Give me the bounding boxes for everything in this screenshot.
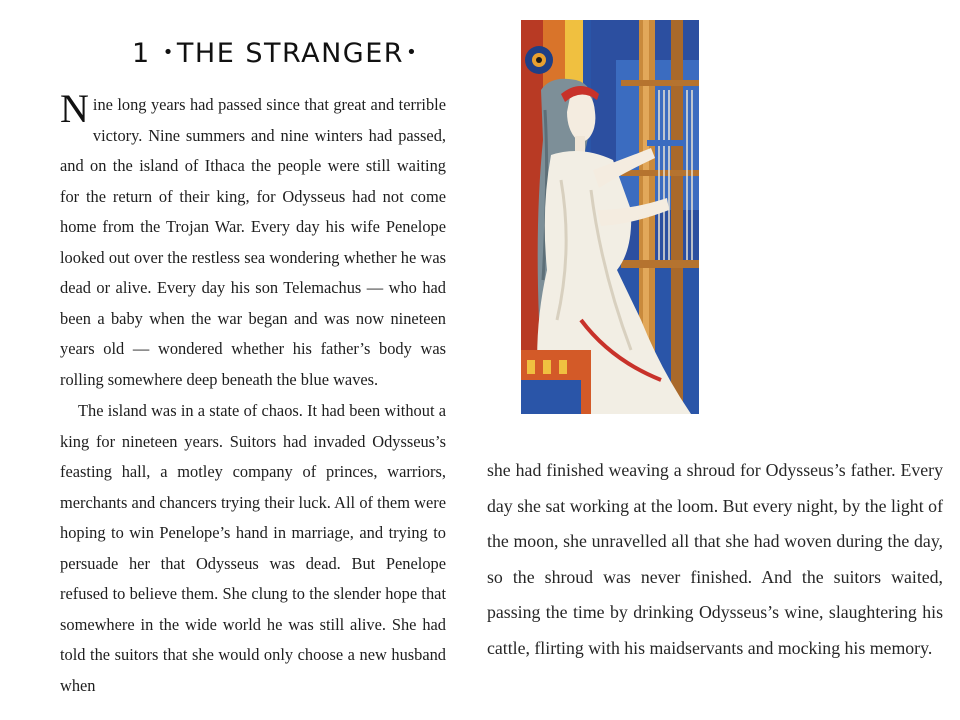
chapter-number: 1 [132, 38, 151, 69]
loom-painting [521, 20, 699, 414]
left-body-text [60, 86, 446, 701]
left-page [48, 30, 446, 720]
paragraph-2: The island was in a state of chaos. It had been without a king for nineteen years. Suitors had invaded Odysseus’s feasting hall, a motley company of princes, warriors, merchants and chancers trying their luck. All of them were hoping to win Penelope’s hand in marriage, and trying to persuade her that Odysseus was dead. But Penelope refused to believe them. She clung to the slender hope that somewhere in the wide world he was still alive. She had told the suitors that she would only choose a new husband when [60, 401, 446, 695]
paragraph-1-text: ine long years had passed since that great and terrible victory. Nine summers and nine winters had passed, and on the island of Ithaca the people were still waiting for the return of their king, for Odysseus had not come home from the Trojan War. Every day his wife Penelope looked out over the restless sea wondering whether he was dead or alive. Every day his son Telemachus — who had been a baby when the war began and was now nineteen years old — wondered whether his father’s body was rolling somewhere deep beneath the blue waves. [60, 95, 446, 389]
drop-cap: N [60, 86, 89, 131]
paragraph-1 [60, 86, 446, 395]
right-body-text: she had finished weaving a shroud for Odysseus’s father. Every day she sat working at the loom. But every night, by the light of the moon, she unravelled all that she had woven during the day, so the shroud was never finished. And the suitors waited, passing the time by drinking Odysseus’s wine, slaughtering his cattle, flirting with his maidservants and mocking his memory. [487, 460, 943, 658]
title-ornament: • [162, 42, 175, 63]
chapter-heading [132, 38, 420, 69]
penelope-loom-illustration [521, 20, 699, 414]
title-ornament: • [406, 42, 419, 63]
chapter-title: THE STRANGER [176, 38, 405, 69]
